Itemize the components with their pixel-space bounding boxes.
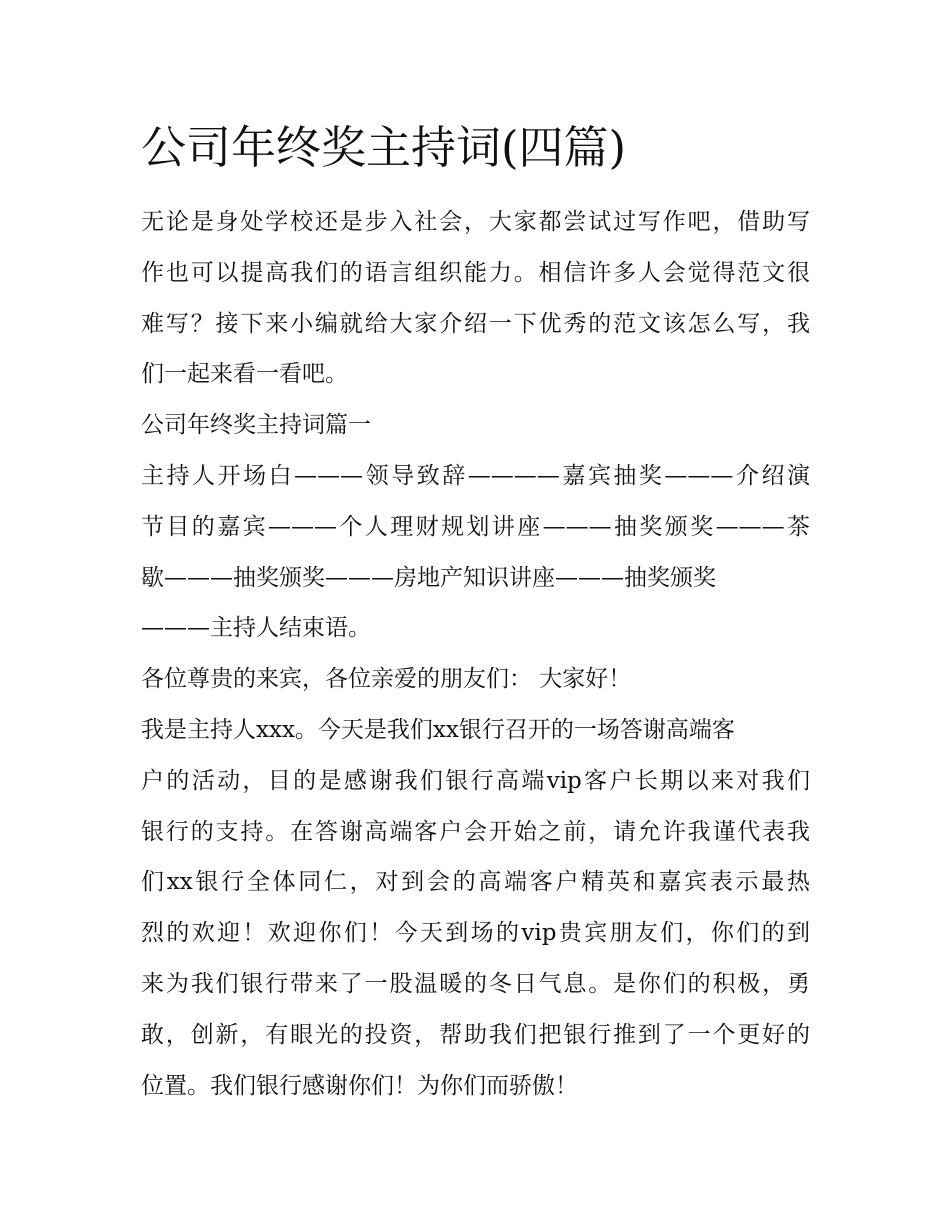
text-line: 难写？接下来小编就给大家介绍一下优秀的范文该怎么写，我 — [141, 310, 810, 337]
text-line: 歇———抽奖颁奖———房地产知识讲座———抽奖颁奖 — [141, 564, 716, 591]
text-line: 公司年终奖主持词篇一 — [141, 412, 371, 439]
text-line: 位置。我们银行感谢你们！为你们而骄傲！ — [141, 1072, 578, 1099]
text-line: 们xx银行全体同仁，对到会的高端客户精英和嘉宾表示最热 — [141, 869, 810, 896]
text-line: ———主持人结束语。 — [141, 615, 371, 642]
document-title: 公司年终奖主持词(四篇) — [141, 121, 627, 174]
text-line: 来为我们银行带来了一股温暖的冬日气息。是你们的积极，勇 — [141, 970, 810, 997]
text-line: 银行的支持。在答谢高端客户会开始之前，请允许我谨代表我 — [141, 818, 810, 845]
text-line: 无论是身处学校还是步入社会，大家都尝试过写作吧，借助写 — [141, 209, 810, 235]
text-line: 我是主持人xxx。今天是我们xx银行召开的一场答谢高端客 — [141, 716, 735, 743]
text-line: 节目的嘉宾———个人理财规划讲座———抽奖颁奖———茶 — [141, 513, 810, 540]
text-line: 作也可以提高我们的语言组织能力。相信许多人会觉得范文很 — [141, 259, 810, 286]
text-line: 们一起来看一看吧。 — [141, 361, 348, 388]
text-line: 户的活动，目的是感谢我们银行高端vip客户长期以来对我们 — [141, 767, 810, 794]
text-line: 敢，创新，有眼光的投资，帮助我们把银行推到了一个更好的 — [141, 1021, 810, 1048]
text-line: 主持人开场白———领导致辞————嘉宾抽奖———介绍演 — [141, 462, 810, 489]
text-line: 烈的欢迎！欢迎你们！今天到场的vip贵宾朋友们，你们的到 — [141, 920, 810, 947]
document-body — [141, 197, 810, 1111]
text-line: 各位尊贵的来宾，各位亲爱的朋友们： 大家好！ — [141, 666, 632, 693]
